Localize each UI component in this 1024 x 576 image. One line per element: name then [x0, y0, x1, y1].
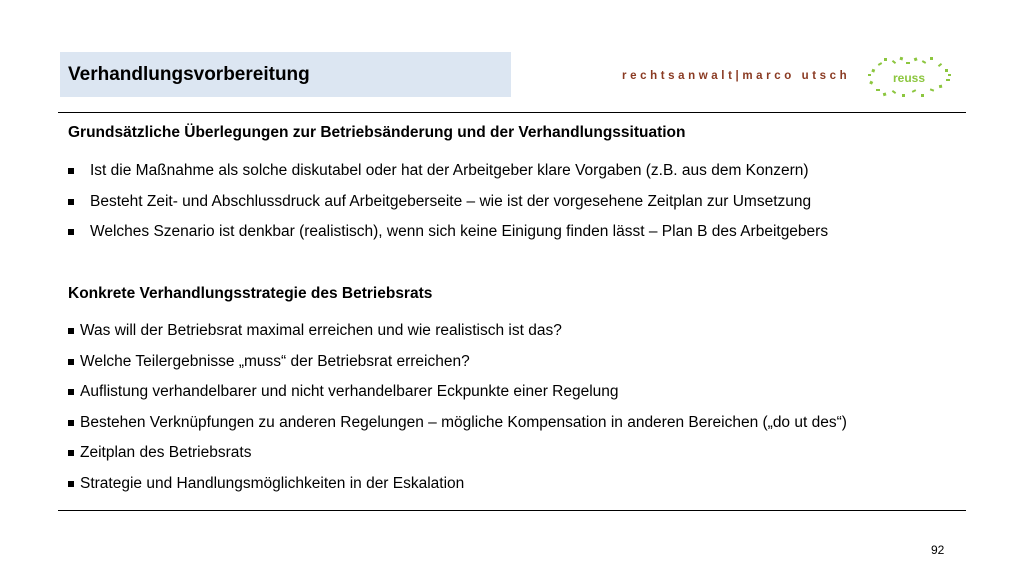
list-item-text: Ist die Maßnahme als solche diskutabel oder hat der Arbeitgeber klare Vorgaben (z.B. aus dem Konzern): [90, 162, 809, 179]
bullet-icon: [68, 481, 74, 487]
list-item-text: Welches Szenario ist denkbar (realistisch), wenn sich keine Einigung finden lässt – Plan B des Arbeitgebers: [90, 223, 829, 240]
list-item-text: Strategie und Handlungsmöglichkeiten in der Eskalation: [80, 474, 465, 492]
page-number: 92: [931, 543, 945, 557]
bullet-icon: [68, 420, 74, 426]
brand-text: rechtsanwalt|marco utsch: [622, 70, 851, 82]
list-item: [68, 320, 847, 351]
list-item-text: Welche Teilergebnisse „muss“ der Betriebsrat erreichen?: [80, 352, 470, 370]
bullet-icon: [68, 168, 74, 174]
section2-list: [68, 320, 847, 503]
bottom-divider: [58, 510, 966, 511]
list-item: [68, 160, 828, 191]
bullet-icon: [68, 450, 74, 456]
list-item-text: Was will der Betriebsrat maximal erreichen und wie realistisch ist das?: [80, 322, 562, 339]
logo-text: reuss: [892, 71, 926, 85]
list-item: [68, 473, 847, 504]
section1-list: [68, 160, 828, 252]
bullet-icon: [68, 199, 74, 205]
list-item: [68, 191, 828, 222]
bullet-icon: [68, 229, 74, 235]
list-item-text: Zeitplan des Betriebsrats: [80, 444, 252, 461]
top-divider: [58, 112, 966, 113]
list-item-text: Bestehen Verknüpfungen zu anderen Regelungen – mögliche Kompensation in anderen Bereichen („do ut des“): [80, 413, 847, 431]
list-item: [68, 221, 828, 252]
list-item: [68, 351, 847, 382]
section2-heading: Konkrete Verhandlungsstrategie des Betriebsrats: [68, 285, 433, 302]
bullet-icon: [68, 359, 74, 365]
list-item-text: Besteht Zeit- und Abschlussdruck auf Arbeitgeberseite – wie ist der vorgesehene Zeitplan zur Umsetzung: [90, 192, 812, 210]
bullet-icon: [68, 328, 74, 334]
list-item: [68, 412, 847, 443]
bullet-icon: [68, 389, 74, 395]
list-item: [68, 381, 847, 412]
slide-title: Verhandlungsvorbereitung: [68, 63, 310, 85]
section1-heading: Grundsätzliche Überlegungen zur Betriebsänderung und der Verhandlungssituation: [68, 124, 686, 141]
list-item: [68, 442, 847, 473]
slide-title-box: [60, 52, 511, 97]
list-item-text: Auflistung verhandelbarer und nicht verhandelbarer Eckpunkte einer Regelung: [80, 383, 619, 400]
reuss-logo-icon: [866, 55, 952, 99]
